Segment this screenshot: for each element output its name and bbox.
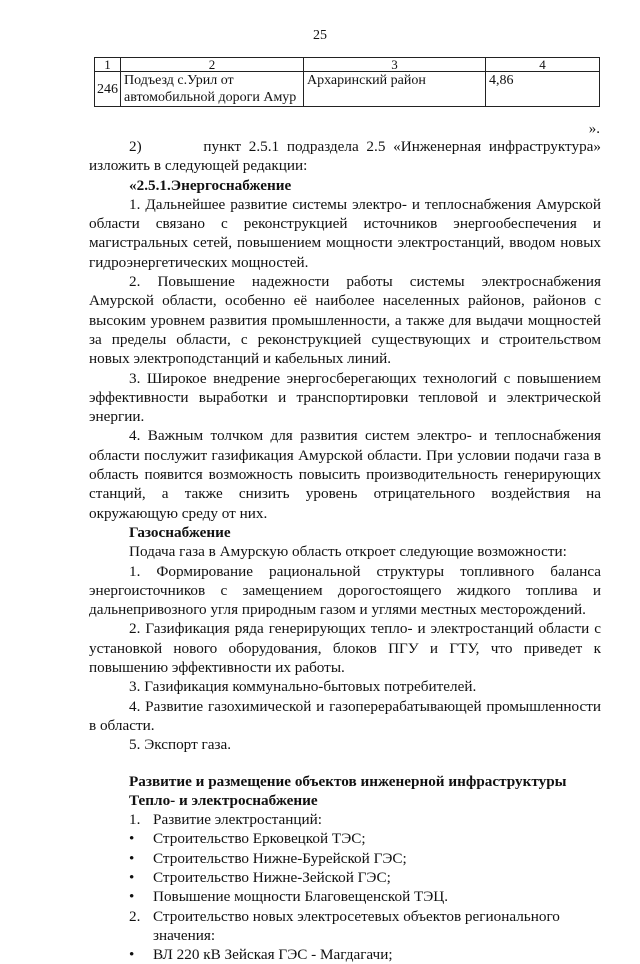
amendment-text: пункт 2.5.1 подраздела 2.5 «Инженерная инфраструктура» изложить в следующей редакции: xyxy=(89,138,602,175)
table-header-cell: 3 xyxy=(304,58,486,72)
gas-item: 4. Развитие газохимической и газоперерабатывающей промышленности в области. xyxy=(89,697,601,734)
table-header-cell: 2 xyxy=(121,58,304,72)
row-number: 246 xyxy=(95,72,121,107)
bullet-icon: • xyxy=(129,849,135,867)
page-number: 25 xyxy=(313,28,327,43)
road-name: Подъезд с.Урил от автомобильной дороги Амур xyxy=(121,72,304,107)
list-marker: 1. xyxy=(129,811,141,829)
list-item xyxy=(89,829,601,848)
district: Архаринский район xyxy=(304,72,486,107)
heat-heading: Тепло- и электроснабжение xyxy=(129,791,318,809)
list-text: Строительство новых электросетевых объектов регионального значения: xyxy=(153,907,560,944)
gas-item: 5. Экспорт газа. xyxy=(129,736,232,754)
document-body xyxy=(89,137,601,964)
table-row xyxy=(95,72,600,107)
list-text: Строительство Нижне-Зейской ГЭС; xyxy=(153,868,391,886)
gas-heading: Газоснабжение xyxy=(129,523,231,541)
amendment-number: 2) xyxy=(129,138,142,155)
list-text: Развитие электростанций: xyxy=(153,811,322,829)
list-text: Строительство Нижне-Бурейской ГЭС; xyxy=(153,849,407,867)
list-item xyxy=(89,868,601,887)
amendment-paragraph xyxy=(89,137,601,176)
list-text: Строительство Ерковецкой ТЭС; xyxy=(153,830,366,848)
closing-quote: ». xyxy=(588,121,600,137)
infra-heading: Развитие и размещение объектов инженерной инфраструктуры xyxy=(129,772,567,790)
energy-item: 3. Широкое внедрение энергосберегающих технологий с повышением эффективности выработки и транспортировки тепловой и электрической энергии. xyxy=(89,369,601,426)
bullet-icon: • xyxy=(129,868,135,886)
energy-item: 2. Повышение надежности работы системы электроснабжения Амурской области, особенно её наиболее населенных районов, районов с высоким уровнем развития промышленности, а также для выдачи мощностей за пределы области, с реконструкцией существующих и строительством новых электроподстанций и кабельных линий. xyxy=(89,273,601,368)
energy-item: 4. Важным толчком для развития систем электро- и теплоснабжения области послужит газификация Амурской области. При условии подачи газа в область появится возможность повысить производительность генерирующих станций, а также снизить уровень отрицательного воздействия на окружающую среду от них. xyxy=(89,427,601,522)
gas-item: 2. Газификация ряда генерирующих тепло- и электростанций области с установкой нового оборудования, блоков ПГУ и ГТУ, что приведет к повышению эффективности их работы. xyxy=(89,620,601,677)
bullet-icon: • xyxy=(129,888,135,906)
bullet-icon: • xyxy=(129,946,135,964)
list-marker: 2. xyxy=(129,907,141,925)
list-text: ВЛ 220 кВ Зейская ГЭС - Магдагачи; xyxy=(153,946,393,964)
gas-intro: Подача газа в Амурскую область откроет следующие возможности: xyxy=(129,543,567,561)
list-text: Повышение мощности Благовещенской ТЭЦ. xyxy=(153,888,449,906)
list-item xyxy=(89,907,601,946)
table-header-cell: 1 xyxy=(95,58,121,72)
list-item xyxy=(89,887,601,906)
table-header-row xyxy=(95,58,600,72)
road-table xyxy=(94,57,600,107)
road-length: 4,86 xyxy=(486,72,600,107)
table-header-cell: 4 xyxy=(486,58,600,72)
gas-item: 3. Газификация коммунально-бытовых потребителей. xyxy=(129,678,477,696)
bullet-icon: • xyxy=(129,830,135,848)
section-heading: «2.5.1.Энергоснабжение xyxy=(129,176,292,194)
energy-item: 1. Дальнейшее развитие системы электро- и теплоснабжения Амурской области связано с реконструкцией источников энергообеспечения и магистральных сетей, повышением мощности электростанций, вводом новых гидроэнергетических мощностей. xyxy=(89,195,601,271)
list-item xyxy=(89,945,601,964)
list-item xyxy=(89,849,601,868)
gas-item: 1. Формирование рациональной структуры топливного баланса энергоисточников с замещением дорогостоящего жидкого топлива и дальнепривозного угля природным газом и углями местных месторождений. xyxy=(89,562,601,619)
list-item xyxy=(89,810,601,829)
